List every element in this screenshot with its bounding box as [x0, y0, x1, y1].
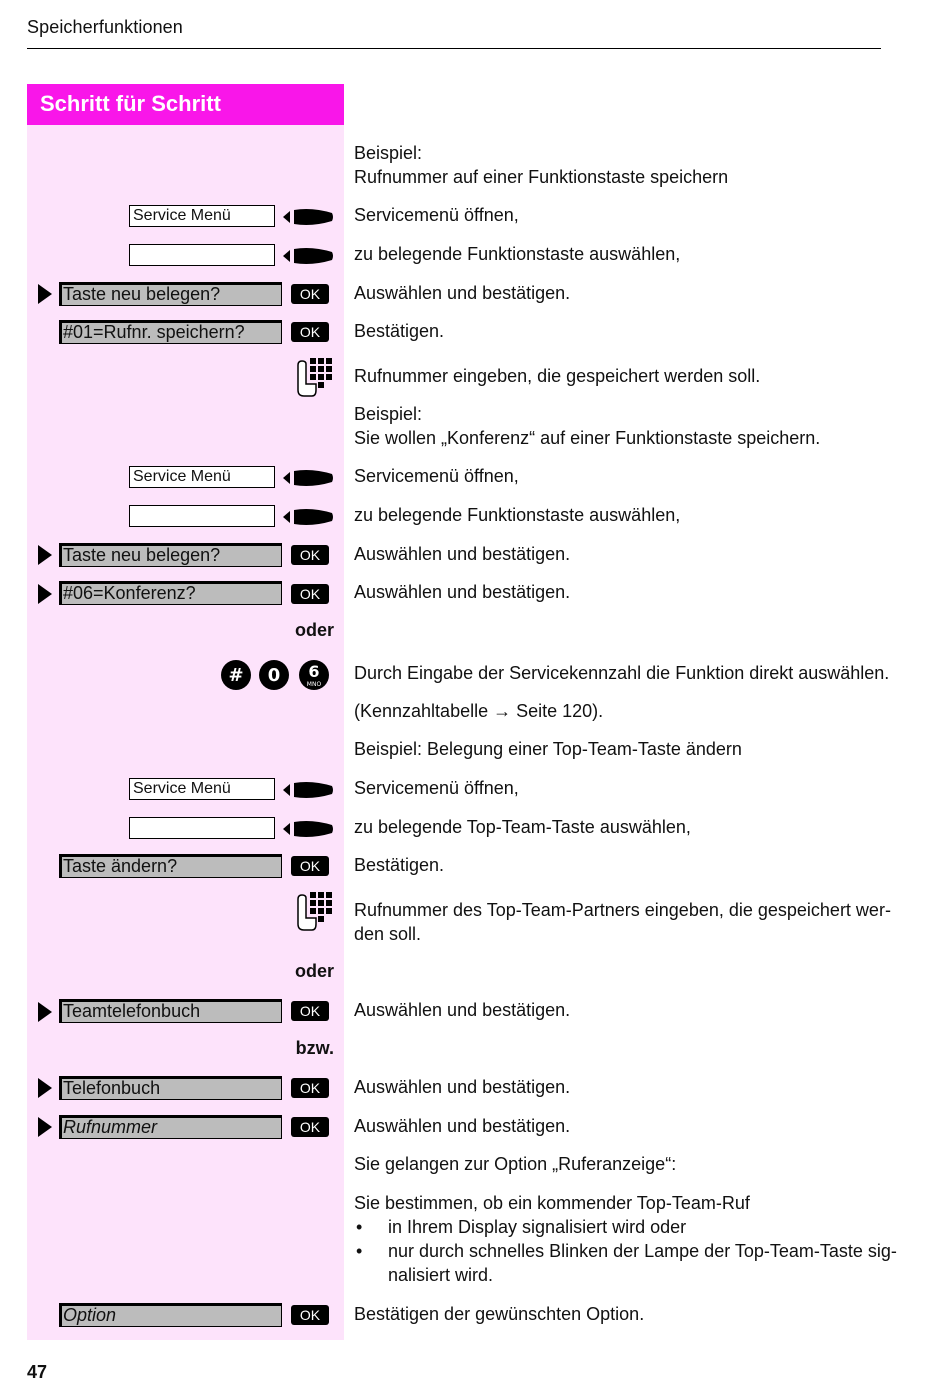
step-text: den soll.: [354, 924, 422, 944]
rocker-key-icon[interactable]: [282, 506, 334, 528]
step-text: Auswählen und bestätigen.: [354, 283, 571, 303]
step-sidebar: [27, 84, 344, 1340]
bullet-text: nalisiert wird.: [388, 1265, 494, 1285]
bullet-icon: •: [356, 1217, 363, 1237]
six-key-label: 6: [308, 662, 320, 681]
step-text: Bestätigen.: [354, 321, 445, 341]
step-text: Durch Eingabe der Servicekennzahl die Funktion direkt auswählen.: [354, 663, 890, 683]
display-service-menu: Service Menü: [129, 466, 275, 488]
menu-item-konferenz[interactable]: #06=Konferenz?: [59, 581, 282, 605]
sidebar-heading-text: Schritt für Schritt: [40, 91, 221, 116]
selection-arrow-icon: [38, 1002, 52, 1022]
example-2-title: Beispiel:: [354, 404, 423, 424]
ok-button[interactable]: OK: [291, 856, 329, 876]
page-header-title: Speicherfunktionen: [27, 17, 183, 37]
step-text: zu belegende Funktionstaste auswählen,: [354, 505, 681, 525]
step-text: Bestätigen.: [354, 855, 445, 875]
bullet-icon: •: [356, 1241, 363, 1261]
display-service-menu: Service Menü: [129, 778, 275, 800]
step-text: Servicemenü öffnen,: [354, 466, 519, 486]
service-code-keys[interactable]: [216, 660, 336, 690]
step-text: Auswählen und bestätigen.: [354, 1116, 571, 1136]
step-text: Sie gelangen zur Option „Ruferanzeige“:: [354, 1154, 677, 1174]
selection-arrow-icon: [38, 284, 52, 304]
respectively-label: bzw.: [295, 1038, 334, 1058]
arrow-right-icon: →: [493, 701, 512, 721]
menu-item-teamtelefonbuch[interactable]: Teamtelefonbuch: [59, 999, 282, 1023]
reference-page[interactable]: Seite 120).: [511, 701, 604, 721]
or-label: oder: [294, 620, 334, 640]
menu-item-option[interactable]: Option: [59, 1303, 282, 1327]
step-text: Bestätigen der gewünschten Option.: [354, 1304, 645, 1324]
ok-button[interactable]: OK: [291, 284, 329, 304]
menu-item-rufnr-speichern[interactable]: #01=Rufnr. speichern?: [59, 320, 282, 344]
bullet-text: in Ihrem Display signalisiert wird oder: [388, 1217, 687, 1237]
step-text: Auswählen und bestätigen.: [354, 544, 571, 564]
step-text-reference: [354, 699, 603, 723]
ok-button[interactable]: OK: [291, 584, 329, 604]
selection-arrow-icon: [38, 545, 52, 565]
menu-item-taste-neu-belegen[interactable]: Taste neu belegen?: [59, 282, 282, 306]
ok-button[interactable]: OK: [291, 545, 329, 565]
zero-key-label: 0: [267, 665, 281, 686]
display-empty: [129, 244, 275, 266]
selection-arrow-icon: [38, 1117, 52, 1137]
rocker-key-icon[interactable]: [282, 206, 334, 228]
example-1-title: Beispiel:: [354, 143, 423, 163]
example-1-body: Rufnummer auf einer Funktionstaste speichern: [354, 167, 729, 187]
rocker-key-icon[interactable]: [282, 467, 334, 489]
step-text: Servicemenü öffnen,: [354, 778, 519, 798]
example-3-title: Beispiel: Belegung einer Top-Team-Taste ändern: [354, 739, 742, 759]
menu-item-taste-aendern[interactable]: Taste ändern?: [59, 854, 282, 878]
header-divider: [27, 48, 881, 49]
rocker-key-icon[interactable]: [282, 245, 334, 267]
selection-arrow-icon: [38, 1078, 52, 1098]
step-text: zu belegende Top-Team-Taste auswählen,: [354, 817, 691, 837]
menu-item-taste-neu-belegen[interactable]: Taste neu belegen?: [59, 543, 282, 567]
step-text: Rufnummer des Top-Team-Partners eingeben, die gespeichert wer-: [354, 900, 891, 920]
example-2-body: Sie wollen „Konferenz“ auf einer Funktionstaste speichern.: [354, 428, 821, 448]
rocker-key-icon[interactable]: [282, 779, 334, 801]
step-text: Auswählen und bestätigen.: [354, 1077, 571, 1097]
ok-button[interactable]: OK: [291, 1305, 329, 1325]
menu-item-telefonbuch[interactable]: Telefonbuch: [59, 1076, 282, 1100]
step-text: Servicemenü öffnen,: [354, 205, 519, 225]
display-empty: [129, 505, 275, 527]
ok-button[interactable]: OK: [291, 1078, 329, 1098]
keypad-icon[interactable]: [296, 356, 332, 398]
ok-button[interactable]: OK: [291, 1001, 329, 1021]
sidebar-heading: [27, 84, 344, 125]
menu-item-rufnummer[interactable]: Rufnummer: [59, 1115, 282, 1139]
step-text: zu belegende Funktionstaste auswählen,: [354, 244, 681, 264]
hash-key-label: #: [228, 665, 244, 686]
step-text: Rufnummer eingeben, die gespeichert werden soll.: [354, 366, 761, 386]
step-text: Sie bestimmen, ob ein kommender Top-Team-Ruf: [354, 1193, 750, 1213]
or-label: oder: [294, 961, 334, 981]
step-text: Auswählen und bestätigen.: [354, 582, 571, 602]
step-text: Auswählen und bestätigen.: [354, 1000, 571, 1020]
ok-button[interactable]: OK: [291, 322, 329, 342]
display-empty: [129, 817, 275, 839]
bullet-text: nur durch schnelles Blinken der Lampe der Top-Team-Taste sig-: [388, 1241, 897, 1261]
rocker-key-icon[interactable]: [282, 818, 334, 840]
page-number: 47: [27, 1362, 48, 1382]
six-key-sublabel: MNO: [306, 681, 322, 688]
display-service-menu: Service Menü: [129, 205, 275, 227]
reference-text: (Kennzahltabelle: [354, 701, 494, 721]
selection-arrow-icon: [38, 584, 52, 604]
keypad-icon[interactable]: [296, 890, 332, 932]
ok-button[interactable]: OK: [291, 1117, 329, 1137]
